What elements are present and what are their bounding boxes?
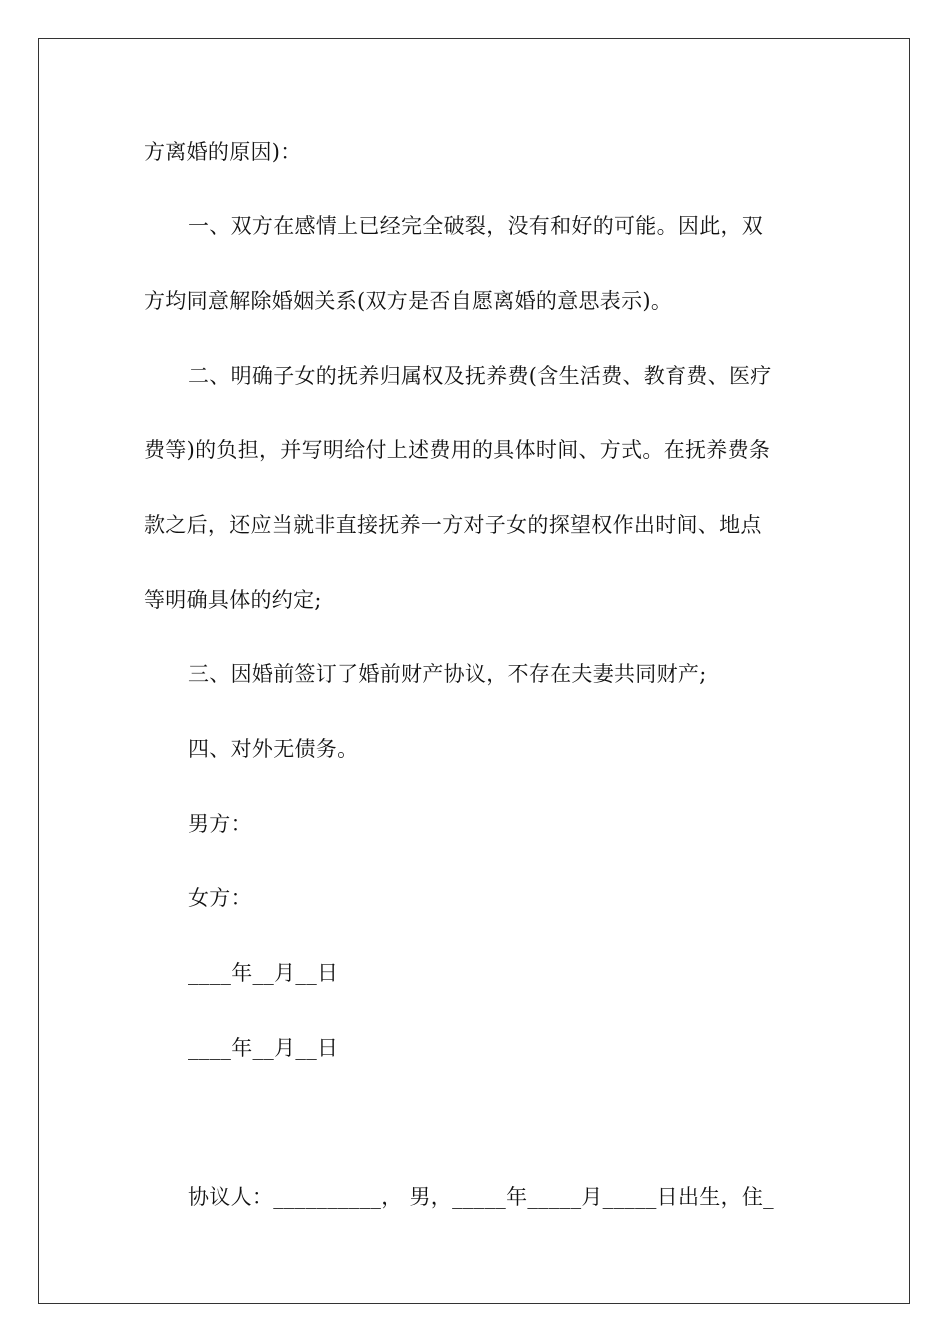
date-line-2: ____年__月__日 — [188, 1036, 339, 1060]
text-line-reason-end: 方离婚的原因)： — [144, 140, 302, 164]
clause-4: 四、对外无债务。 — [188, 737, 359, 761]
clause-3: 三、因婚前签订了婚前财产协议，不存在夫妻共同财产; — [188, 662, 707, 686]
clause-2-line-3: 款之后，还应当就非直接抚养一方对子女的探望权作出时间、地点 — [144, 513, 762, 537]
clause-1-line-1: 一、双方在感情上已经完全破裂，没有和好的可能。因此，双 — [188, 214, 764, 238]
agreement-party-line: 协议人：__________， 男，_____年_____月_____日出生，住_ — [188, 1185, 774, 1209]
signature-male: 男方： — [188, 812, 252, 836]
clause-2-line-2: 费等)的负担，并写明给付上述费用的具体时间、方式。在抚养费条 — [144, 438, 771, 462]
clause-2-line-1: 二、明确子女的抚养归属权及抚养费(含生活费、教育费、医疗 — [188, 364, 772, 388]
clause-1-line-2: 方均同意解除婚姻关系(双方是否自愿离婚的意思表示)。 — [144, 289, 673, 313]
signature-female: 女方： — [188, 886, 252, 910]
date-line-1: ____年__月__日 — [188, 961, 339, 985]
clause-2-line-4: 等明确具体的约定; — [144, 588, 322, 612]
